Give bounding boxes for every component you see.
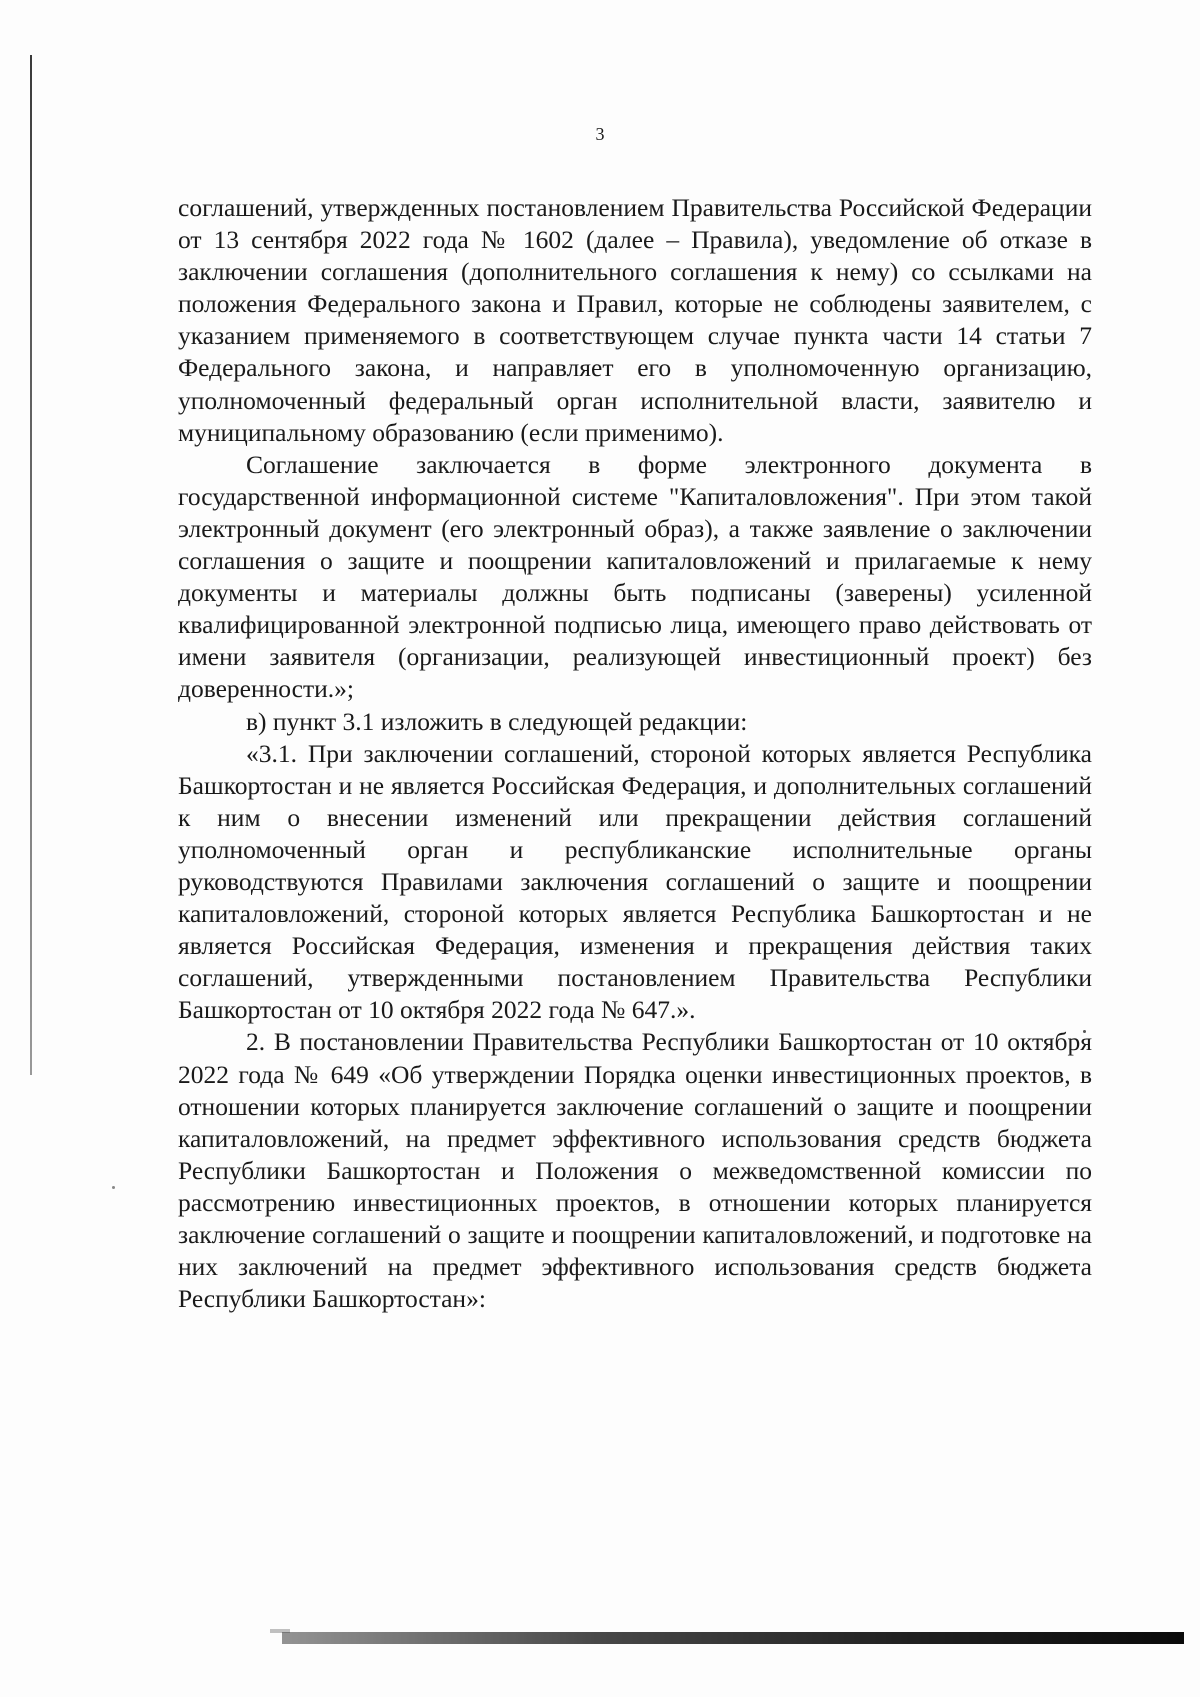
paragraph-item-2: 2. В постановлении Правительства Республики Башкортостан от 10 октября 2022 года № 649 «Об утверждении Порядка оценки инвестиционных проектов, в отношении которых планируется заключение соглашений о защите и поощрении капиталовложений, на предмет эффективного использования средств бюджета Республики Башкортостан и Положения о межведомственной комиссии по рассмотрению инвестиционных проектов, в отношении которых планируется заключение соглашений о защите и поощрении капиталовложений, и подготовке на них заключений на предмет эффективного использования средств бюджета Республики Башкортостан»: <box>178 1027 1092 1314</box>
page-number: 3 <box>595 124 605 144</box>
paragraph-agreement-form: Соглашение заключается в форме электронного документа в государственной информационной системе "Капиталовложения". При этом такой электронный документ (его электронный образ), а также заявление о заключении соглашения о защите и поощрении капиталовложений и прилагаемые к нему документы и материалы должны быть подписаны (заверены) усиленной квалифицированной электронной подписью лица, имеющего право действовать от имени заявителя (организации, реализующей инвестиционный проект) без доверенности.»; <box>178 449 1092 704</box>
scan-left-edge-line <box>30 55 32 1075</box>
paragraph-continuation: соглашений, утвержденных постановлением Правительства Российской Федерации от 13 сентября 2022 года № 1602 (далее – Правила), уведомление об отказе в заключении соглашения (дополнительного соглашения к нему) со ссылками на положения Федерального закона и Правил, которые не соблюдены заявителем, с указанием применяемого в соответствующем случае пункта части 14 статьи 7 Федерального закона, и направляет его в уполномоченную организацию, уполномоченный федеральный орган исполнительной власти, заявителю и муниципальному образованию (если применимо). <box>178 193 1092 447</box>
paragraph-item-v: в) пункт 3.1 изложить в следующей редакции: <box>246 706 748 736</box>
paragraph-clause-3-1: «3.1. При заключении соглашений, стороной которых является Республика Башкортостан и не является Российская Федерация, и дополнительных соглашений к ним о внесении изменений или прекращении действия соглашений уполномоченный орган и республиканские исполнительные органы руководствуются Правилами заключения соглашений о защите и поощрении капиталовложений, стороной которых является Республика Башкортостан и не является Российская Федерация, изменения и прекращения действия таких соглашений, утвержденными постановлением Правительства Республики Башкортостан от 10 октября 2022 года № 647.». <box>178 738 1092 1025</box>
document-body <box>178 192 1092 1315</box>
scan-speck <box>112 1186 115 1189</box>
scan-bottom-bar <box>282 1632 1184 1644</box>
